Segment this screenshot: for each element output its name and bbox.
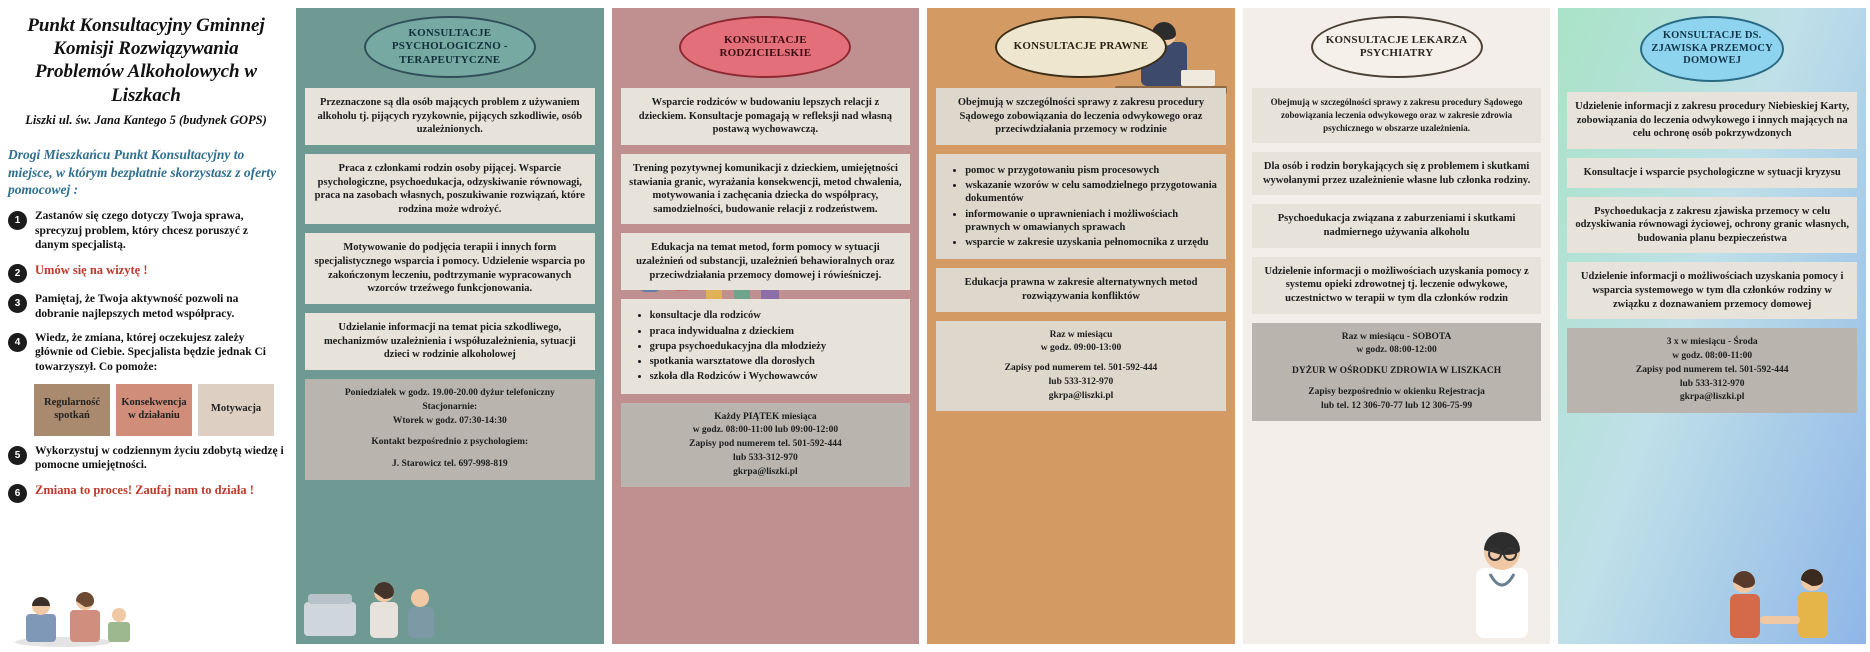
step-text: Wykorzystuj w codziennym życiu zdobytą wiedzę i pomocne umiejętności. xyxy=(35,444,284,472)
list-item: • grupa psychoedukacyjna dla młodzieży xyxy=(650,340,904,353)
contact-line: Każdy PIĄTEK miesiąca xyxy=(714,411,817,422)
contact-line: Wtorek w godz. 07:30-14:30 xyxy=(392,415,507,426)
step-number: 1 xyxy=(8,211,27,230)
contact-email: gkrpa@liszki.pl xyxy=(1048,390,1114,401)
list-item: • wskazanie wzorów w celu samodzielnego przygotowania dokumentów xyxy=(965,179,1219,205)
contact-box xyxy=(1252,323,1542,422)
intro-panel xyxy=(0,0,292,652)
list-item: • praca indywidualna z dzieckiem xyxy=(650,325,904,338)
info-box: Psychoedukacja z zakresu zjawiska przemocy w celu odzyskiwania równowagi życiowej, ochrony granic własnych, budowania planu bezpieczeństwa xyxy=(1567,197,1857,254)
step-number: 6 xyxy=(8,484,27,503)
list-item xyxy=(8,209,284,253)
helper-card: Konsekwencja w działaniu xyxy=(116,384,192,436)
info-box: Konsultacje i wsparcie psychologiczne w sytuacji kryzysu xyxy=(1567,158,1857,188)
helper-card: Motywacja xyxy=(198,384,274,436)
contact-line: w godz. 08:00-11:00 xyxy=(1672,351,1753,362)
info-box: Udzielenie informacji o możliwościach uzyskania pomocy i wsparcia systemowego w tym dla członków rodziny w związku z doznawaniem przemocy domowej xyxy=(1567,262,1857,319)
contact-line: Zapisy pod numerem tel. 501-592-444 xyxy=(1004,363,1158,374)
contact-box xyxy=(621,403,911,488)
info-box: Obejmują w szczególności sprawy z zakresu procedury Sądowego zobowiązania leczenia odwykowego oraz w zakresie zdrowia psychicznego w obszarze uzależnienia. xyxy=(1252,88,1542,143)
column-badge: KONSULTACJE RODZICIELSKIE xyxy=(679,16,851,78)
list-item: • wsparcie w zakresie uzyskania pełnomocnika z urzędu xyxy=(965,236,1219,249)
contact-line: Stacjonarnie: xyxy=(422,401,478,412)
info-box: Praca z członkami rodzin osoby pijącej. Wsparcie psychologiczne, psychoedukacja, odzyskiwanie równowagi, praca na zasobach własnych, poszukiwanie rozwiązań, które rodzina może wdrożyć. xyxy=(305,154,595,225)
step-number: 3 xyxy=(8,294,27,313)
info-box: Przeznaczone są dla osób mających problem z używaniem alkoholu tj. pijących ryzykownie, pijących szkodliwie, osób uzależnionych. xyxy=(305,88,595,145)
contact-line: lub 533-312-970 xyxy=(1048,376,1114,387)
info-box: Trening pozytywnej komunikacji z dzieckiem, umiejętności stawiania granic, wyrażania konsekwencji, metod chwalenia, motywowania i zachęcania dziecka do współpracy, samodzielności, budowanie relacji z rodzeństwem. xyxy=(621,154,911,225)
step-text: Zmiana to proces! Zaufaj nam to działa ! xyxy=(35,483,254,498)
step-number: 4 xyxy=(8,333,27,352)
contact-line: w godz. 09:00-13:00 xyxy=(1040,343,1122,354)
contact-line: Raz w miesiącu xyxy=(1049,329,1113,340)
list-item: • szkoła dla Rodziców i Wychowawców xyxy=(650,370,904,383)
helper-card: Regularność spotkań xyxy=(34,384,110,436)
contact-line: Kontakt bezpośrednio z psychologiem: xyxy=(371,437,529,448)
contact-box xyxy=(1567,328,1857,413)
list-item xyxy=(8,292,284,321)
step-text: Pamiętaj, że Twoja aktywność pozwoli na dobranie najlepszych metod współpracy. xyxy=(35,293,239,320)
contact-email: gkrpa@liszki.pl xyxy=(733,466,798,477)
step-number: 5 xyxy=(8,446,27,465)
contact-line: DYŻUR W OŚRODKU ZDROWIA W LISZKACH xyxy=(1292,366,1502,377)
column-badge: KONSULTACJE LEKARZA PSYCHIATRY xyxy=(1311,16,1483,78)
column-badge: KONSULTACJE PSYCHOLOGICZNO - TERAPEUTYCZNE xyxy=(364,16,536,78)
contact-line: lub 533-312-970 xyxy=(733,452,798,463)
contact-line: Raz w miesiącu - SOBOTA xyxy=(1341,331,1452,342)
contact-line: Zapisy bezpośrednio w okienku Rejestracja xyxy=(1308,386,1485,397)
intro-lead-text: Drogi Mieszkańcu Punkt Konsultacyjny to miejsce, w którym bezpłatnie skorzystasz z oferty pomocowej : xyxy=(8,147,277,198)
column-lekarza-psychiatry xyxy=(1243,8,1551,644)
contact-line: 3 x w miesiącu - Środa xyxy=(1666,337,1758,348)
step-number: 2 xyxy=(8,264,27,283)
list-item: • konsultacje dla rodziców xyxy=(650,309,904,322)
info-list-box xyxy=(621,299,911,393)
info-box: Udzielenie informacji o możliwościach uzyskania pomocy z systemu opieki zdrowotnej tj. leczenie odwykowe, uczestnictwo w terapii w tym dla członków rodzin xyxy=(1252,257,1542,314)
contact-line: w godz. 08:00-12:00 xyxy=(1356,345,1437,356)
info-box: Psychoedukacja związana z zaburzeniami i skutkami nadmiernego używania alkoholu xyxy=(1252,204,1542,247)
info-box: Edukacja na temat metod, form pomocy w sytuacji uzależnień od substancji, uzależnień behawioralnych oraz przeciwdziałania przemocy domowej i rówieśniczej. xyxy=(621,233,911,290)
contact-phone: J. Starowicz tel. 697-998-819 xyxy=(391,459,508,470)
column-psychologiczno-terapeutyczne xyxy=(296,8,604,644)
contact-phone: lub tel. 12 306-70-77 lub 12 306-75-99 xyxy=(1320,400,1473,411)
list-item xyxy=(8,482,284,503)
column-badge: KONSULTACJE DS. ZJAWISKA PRZEMOCY DOMOWEJ xyxy=(1640,16,1784,82)
contact-line: lub 533-312-970 xyxy=(1679,378,1745,389)
therapy-session-illustration-icon xyxy=(298,550,448,642)
two-people-talking-illustration-icon xyxy=(1714,556,1864,642)
step-text: Zastanów się czego dotyczy Twoja sprawa, sprecyzuj problem, który chcesz poruszyć z danym specjalistą. xyxy=(35,209,248,252)
column-zjawisko-przemocy-domowej xyxy=(1558,8,1866,644)
info-box: Motywowanie do podjęcia terapii i innych form specjalistycznego wsparcia i pomocy. Udzielenie wsparcia po zakończonym leczeniu, podtrzymanie wypracowanych wzorców trzeźwego funkcjonowania. xyxy=(305,233,595,304)
info-box: Wsparcie rodziców w budowaniu lepszych relacji z dzieckiem. Konsultacje pomagają w refleksji nad własną postawą wychowawczą. xyxy=(621,88,911,145)
contact-line: Zapisy pod numerem tel. 501-592-444 xyxy=(689,439,842,450)
info-box: Udzielenie informacji z zakresu procedury Niebieskiej Karty, zobowiązania do leczenia odwykowego i innych mających na celu ochronę osób pokrzywdzonych xyxy=(1567,92,1857,149)
list-item: • informowanie o uprawnieniach i możliwościach prawnych w omawianych sprawach xyxy=(965,208,1219,234)
helper-cards xyxy=(34,384,284,436)
doctor-illustration-icon xyxy=(1456,522,1548,642)
info-box: Dla osób i rodzin borykających się z problemem i skutkami wywołanymi przez uzależnienie własne lub członka rodziny. xyxy=(1252,152,1542,195)
contact-line: w godz. 08:00-11:00 lub 09:00-12:00 xyxy=(692,425,839,436)
info-box: Obejmują w szczególności sprawy z zakresu procedury Sądowego zobowiązania do leczenia odwykowego oraz przeciwdziałania przemocy w rodzinie xyxy=(936,88,1226,145)
address-text: Liszki ul. św. Jana Kantego 5 (budynek GOPS) xyxy=(25,112,267,127)
people-illustration-icon xyxy=(8,560,158,648)
step-text: Umów się na wizytę ! xyxy=(35,263,148,278)
info-box: Udzielanie informacji na temat picia szkodliwego, mechanizmów uzależnienia i współuzależnienia, sytuacji dzieci w rodzinie alkoholowej xyxy=(305,313,595,370)
column-rodzicielskie xyxy=(612,8,920,644)
info-list-box xyxy=(936,154,1226,259)
list-item: • spotkania warsztatowe dla dorosłych xyxy=(650,355,904,368)
contact-email: gkrpa@liszki.pl xyxy=(1679,392,1745,403)
step-text: Wiedz, że zmiana, której oczekujesz zależy głównie od Ciebie. Specjalista będzie jednak Ci towarzyszył. Co pomoże: xyxy=(35,331,266,373)
list-item xyxy=(8,262,284,283)
page-title: Punkt Konsultacyjny Gminnej Komisji Rozwiązywania Problemów Alkoholowych w Liszkach xyxy=(27,15,265,106)
contact-box xyxy=(305,379,595,480)
contact-line: Poniedziałek w godz. 19.00-20.00 dyżur telefoniczny xyxy=(344,387,555,398)
contact-line: Zapisy pod numerem tel. 501-592-444 xyxy=(1635,364,1789,375)
list-item xyxy=(8,331,284,375)
info-box: Edukacja prawna w zakresie alternatywnych metod rozwiązywania konfliktów xyxy=(936,268,1226,311)
column-badge: KONSULTACJE PRAWNE xyxy=(995,16,1167,78)
column-prawne xyxy=(927,8,1235,644)
list-item: • pomoc w przygotowaniu pism procesowych xyxy=(965,164,1219,177)
list-item xyxy=(8,444,284,473)
contact-box xyxy=(936,321,1226,412)
steps-list xyxy=(8,209,284,503)
